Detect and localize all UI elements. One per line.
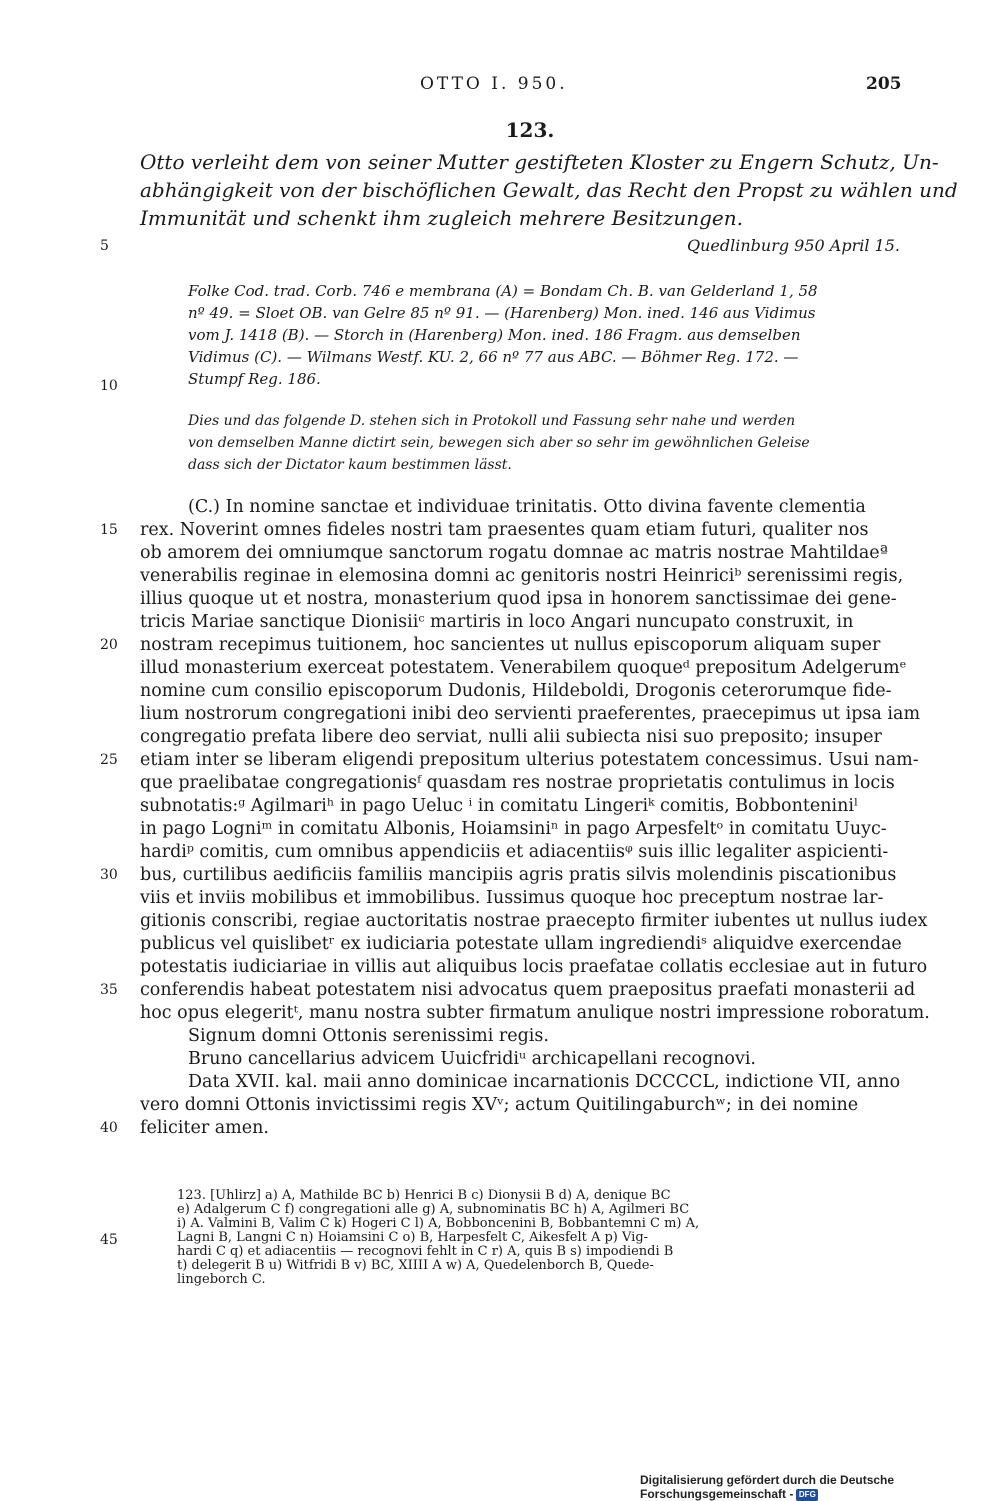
charter-text [140,496,930,1140]
line-number: 45 [100,1232,118,1248]
footnote-line: 123. [Uhlirz] a) A, Mathilde BC b) Henrici B c) Dionysii B d) A, denique BC [177,1188,671,1203]
credit-text: Digitalisierung gefördert durch die Deutsche Forschungsgemeinschaft - [640,1473,895,1501]
line-number: 35 [100,982,118,998]
line-number: 30 [100,867,118,883]
summary-line: Immunität und schenkt ihm zugleich mehrere Besitzungen. [140,206,743,230]
note-line: dass sich der Dictator kaum bestimmen lässt. [188,457,512,473]
body-line: potestatis iudiciariae in villis aut aliquibus locis praefatae collatis ecclesiae aut in futuro [140,957,928,977]
body-line: hardiᵖ comitis, cum omnibus appendiciis et adiacentiisᵠ suis illic legaliter aspicienti- [140,842,889,862]
line-number: 20 [100,637,118,653]
body-line: venerabilis reginae in elemosina domni ac genitoris nostri Heinriciᵇ serenissimi regis, [140,566,904,586]
body-line: Bruno cancellarius advicem Uuicfridiᵘ archicapellani recognovi. [188,1049,756,1069]
body-line: feliciter amen. [140,1118,269,1138]
sources-line: vom J. 1418 (B). — Storch in (Harenberg) Mon. ined. 186 Fragm. aus demselben [188,326,801,344]
body-line: illud monasterium exerceat potestatem. Venerabilem quoqueᵈ prepositum Adelgerumᵉ [140,658,907,678]
line-number: 10 [100,378,118,394]
place-date: Quedlinburg 950 April 15. [686,236,900,255]
body-line: viis et inviis mobilibus et immobilibus. Iussimus quoque hoc preceptum nostrae lar- [140,888,884,908]
dfg-logo: DFG [796,1489,818,1501]
line-number: 15 [100,522,118,538]
sources-line: Vidimus (C). — Wilmans Westf. KU. 2, 66 nº 77 aus ABC. — Böhmer Reg. 172. — [188,348,799,366]
footnote-line: e) Adalgerum C f) congregationi alle g) A, subnominatis BC h) A, Agilmeri BC [177,1202,690,1217]
body-line: gitionis conscribi, regiae auctoritatis nostrae praecepto firmiter iubentes ut nullus iudex [140,911,928,931]
body-line: in pago Logniᵐ in comitatu Albonis, Hoiamsiniⁿ in pago Arpesfeltᵒ in comitatu Uuyc- [140,819,887,839]
document-number: 123. [505,118,555,142]
line-number: 40 [100,1120,118,1136]
footnote-line: lingeborch C. [177,1272,266,1287]
editorial-note [188,410,900,476]
body-line: bus, curtilibus aedificiis familiis mancipiis agris pratis silvis molendinis piscationibus [140,865,897,885]
body-line: hoc opus elegeritᵗ, manu nostra subter firmatum anulique nostri impressione roboratum. [140,1003,930,1023]
critical-apparatus [177,1189,902,1287]
body-line: congregatio prefata libere deo serviat, nulli alii subiecta nisi suo preposito; insuper [140,727,882,747]
summary-line: Otto verleiht dem von seiner Mutter gestifteten Kloster zu Engern Schutz, Un- [140,150,939,174]
body-line: Signum domni Ottonis serenissimi regis. [188,1026,549,1046]
sources-line: Folke Cod. trad. Corb. 746 e membrana (A) = Bondam Ch. B. van Gelderland 1, 58 [188,282,818,300]
footnote-line: t) delegerit B u) Witfridi B v) BC, XIIII A w) A, Quedelenborch B, Quede- [177,1258,654,1273]
body-line: etiam inter se liberam eligendi prepositum ulterius potestatem concessimus. Usui nam- [140,750,919,770]
note-line: Dies und das folgende D. stehen sich in Protokoll und Fassung sehr nahe und werden [188,413,796,429]
line-number: 5 [100,238,109,254]
note-line: von demselben Manne dictirt sein, bewegen sich aber so sehr im gewöhnlichen Geleise [188,435,810,451]
body-line: vero domni Ottonis invictissimi regis XVᵛ; actum Quitilingaburchʷ; in dei nomine [140,1095,859,1115]
line-number: 25 [100,752,118,768]
body-line: subnotatis:ᵍ Agilmariʰ in pago Ueluc ⁱ in comitatu Lingeriᵏ comitis, Bobbonteniniˡ [140,796,859,816]
footnote-line: i) A. Valmini B, Valim C k) Hogeri C l) A, Bobbonceninі B, Bobbantemni C m) A, [177,1216,700,1231]
sources-line: nº 49. = Sloet OB. van Gelre 85 nº 91. — (Harenberg) Mon. ined. 146 aus Vidimus [188,304,816,322]
summary-line: abhängigkeit von der bischöflichen Gewalt, das Recht den Propst zu wählen und [140,178,958,202]
body-line: Data XVII. kal. maii anno dominicae incarnationis DCCCCL, indictione VII, anno [188,1072,901,1092]
body-line: ob amorem dei omniumque sanctorum rogatu domnae ac matris nostrae Mahtildaeª [140,543,888,563]
sources-line: Stumpf Reg. 186. [188,370,321,388]
document-summary [140,148,958,232]
footnote-line: Lagni B, Langni C n) Hoiamsini C o) B, Harpesfelt C, Aikesfelt A p) Vig- [177,1230,649,1245]
body-line: nomine cum consilio episcoporum Dudonis, Hildeboldi, Drogonis ceterorumque fide- [140,681,892,701]
body-line: rex. Noverint omnes fideles nostri tam praesentes quam etiam futuri, qualiter nos [140,520,869,540]
body-line: que praelibatae congregationisᶠ quasdam res nostrae proprietatis contulimus in locis [140,773,895,793]
running-header: OTTO I. 950. [420,74,568,94]
body-line: conferendis habeat potestatem nisi advocatus quem praepositus praefati monasterii ad [140,980,916,1000]
body-line: (C.) In nomine sanctae et individuae trinitatis. Otto divina favente clementia [188,497,866,517]
footnote-line: hardi C q) et adiacentiis — recognovi fehlt in C r) A, quis B s) impodiendi B [177,1244,674,1259]
sources-paragraph [188,280,900,390]
body-line: illius quoque ut et nostra, monasterium quod ipsa in honorem sanctissimae dei gene- [140,589,897,609]
body-line: lium nostrorum congregationi inibi deo servienti praeferentes, praecepimus ut ipsa iam [140,704,921,724]
body-line: tricis Mariae sanctique Dionisiiᶜ martiris in loco Angari nuncupato construxit, in [140,612,854,632]
body-line: nostram recepimus tuitionem, hoc sancientes ut nullus episcoporum aliquam super [140,635,881,655]
page-number: 205 [866,74,902,94]
body-line: publicus vel quislibetʳ ex iudiciaria potestate ullam ingrediendiˢ aliquidve exercendae [140,934,902,954]
